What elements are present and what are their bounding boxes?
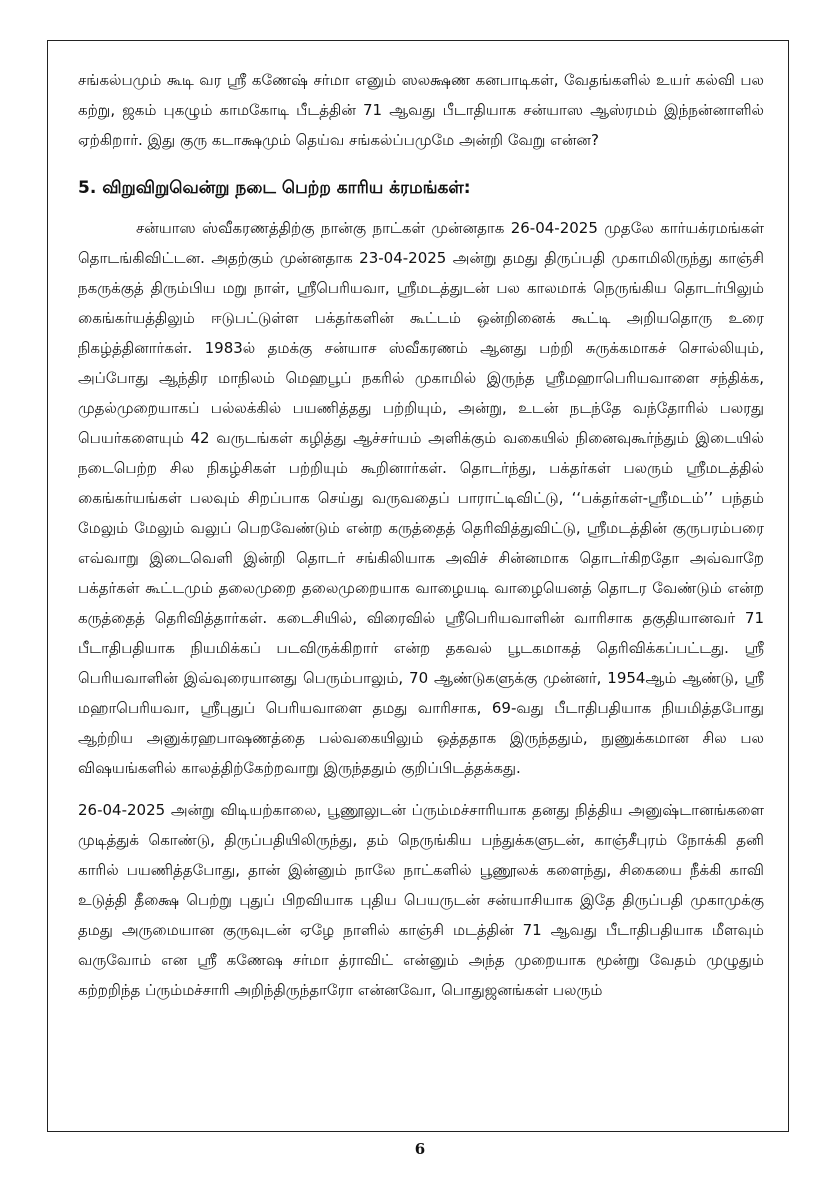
body-paragraph-2: 26-04-2025 அன்று விடியற்காலை, பூணூலுடன் ப்ரும்மச்சாரியாக தனது நித்திய அனுஷ்டானங்களை முடித்துக் கொண்டு, திருப்பதியிலிருந்து, தம் நெருங்கிய பந்துக்களுடன், காஞ்சீபுரம் நோக்கி தனி காரில் பயணித்தபோது, தான் இன்னும் நாலே நாட்களில் பூணூலக் களைந்து, சிகையை நீக்கி காவி உடுத்தி தீக்ஷை பெற்று புதுப் பிறவியாக புதிய பெயருடன் சன்யாசியாக இதே திருப்பதி முகாமுக்கு தமது அருமையான குருவுடன் ஏழே நாளில் காஞ்சி மடத்தின் 71 ஆவது பீடாதிபதியாக மீளவும் வருவோம் என ஸ்ரீ கணேஷ சர்மா த்ராவிட் என்னும் அந்த முறையாக மூன்று வேதம் முழுதும் கற்றறிந்த ப்ரும்மச்சாரி அறிந்திருந்தாரோ என்னவோ, பொதுஜனங்கள் பலரும் (78, 801, 764, 999)
intro-paragraph: சங்கல்பமும் கூடி வர ஸ்ரீ கணேஷ் சர்மா எனும் ஸலக்ஷண கனபாடிகள், வேதங்களில் உயர் கல்வி பல கற்று, ஜகம் புகழும் காமகோடி பீடத்தின் 71 ஆவது பீடாதியாக சன்யாஸ ஆஸ்ரமம் இந்நன்னாளில் ஏற்கிறார். இது குரு கடாக்ஷமும் தெய்வ சங்கல்ப்பமுமே அன்றி வேறு என்ன? (78, 71, 764, 149)
section-heading: 5. விறுவிறுவென்று நடை பெற்ற காரிய க்ரமங்கள்: (78, 178, 471, 198)
body-paragraph-1: சன்யாஸ ஸ்வீகரணத்திற்கு நான்கு நாட்கள் முன்னதாக 26-04-2025 முதலே கார்யக்ரமங்கள் தொடங்கிவிட்டன. அதற்கும் முன்னதாக 23-04-2025 அன்று தமது திருப்பதி முகாமிலிருந்து காஞ்சி நகருக்குத் திரும்பிய மறு நாள், ஸ்ரீபெரியவா, ஸ்ரீமடத்துடன் பல காலமாக் நெருங்கிய தொடர்பிலும் கைங்கர்யத்திலும் ஈடுபட்டுள்ள பக்தர்களின் கூட்டம் ஒன்றினைக் கூட்டி அறியதொரு உரை நிகழ்த்தினார்கள். 1983ல் தமக்கு சன்யாச ஸ்வீகரணம் ஆனது பற்றி சுருக்கமாகச் சொல்லியும், அப்போது ஆந்திர மாநிலம் மெஹபூப் நகரில் முகாமில் இருந்த ஸ்ரீமஹாபெரியவாளை சந்திக்க, முதல்முறையாகப் பல்லக்கில் பயணித்தது பற்றியும், அன்று, உடன் நடந்தே வந்தோரில் பலரது பெயர்களையும் 42 வருடங்கள் கழித்து ஆச்சர்யம் அளிக்கும் வகையில் நினைவுகூர்ந்தும் இடையில் நடைபெற்ற சில நிகழ்சிகள் பற்றியும் கூறினார்கள். தொடர்ந்து, பக்தர்கள் பலரும் ஸ்ரீமடத்தில் கைங்கர்யங்கள் பலவும் சிறப்பாக செய்து வருவதைப் பாராட்டிவிட்டு, ‘‘பக்தர்கள்-ஸ்ரீமடம்’’ பந்தம் மேலும் மேலும் வலுப் பெறவேண்டும் என்ற கருத்தைத் தெரிவித்துவிட்டு, ஸ்ரீமடத்தின் குருபரம்பரை எவ்வாறு இடைவெளி இன்றி தொடர் சங்கிலியாக அவிச் சின்னமாக தொடர்கிறதோ அவ்வாறே பக்தர்கள் கூட்டமும் தலைமுறை தலைமுறையாக வாழையடி வாழையெனத் தொடர வேண்டும் என்ற கருத்தைத் தெரிவித்தார்கள். கடைசியில், விரைவில் ஸ்ரீபெரியவாளின் வாரிசாக தகுதியானவர் 71 பீடாதிபதியாக நியமிக்கப் படவிருக்கிறார் என்ற தகவல் பூடகமாகத் தெரிவிக்கப்பட்டது. ஸ்ரீ பெரியவாளின் இவ்வுரையானது பெரும்பாலும், 70 ஆண்டுகளுக்கு முன்னர், 1954ஆம் ஆண்டு, ஸ்ரீ மஹாபெரியவா, ஸ்ரீபுதுப் பெரியவாளை தமது வாரிசாக, 69-வது பீடாதிபதியாக நியமித்தபோது ஆற்றிய அனுக்ரஹபாஷணத்தை பல்வகையிலும் ஒத்ததாக இருந்ததும், நுணுக்கமான சில பல விஷயங்களில் காலத்திற்கேற்றவாறு இருந்ததும் குறிப்பிடத்தக்கது. (78, 219, 764, 777)
page-number: 6 (414, 1140, 426, 1158)
page-frame (47, 40, 789, 1132)
